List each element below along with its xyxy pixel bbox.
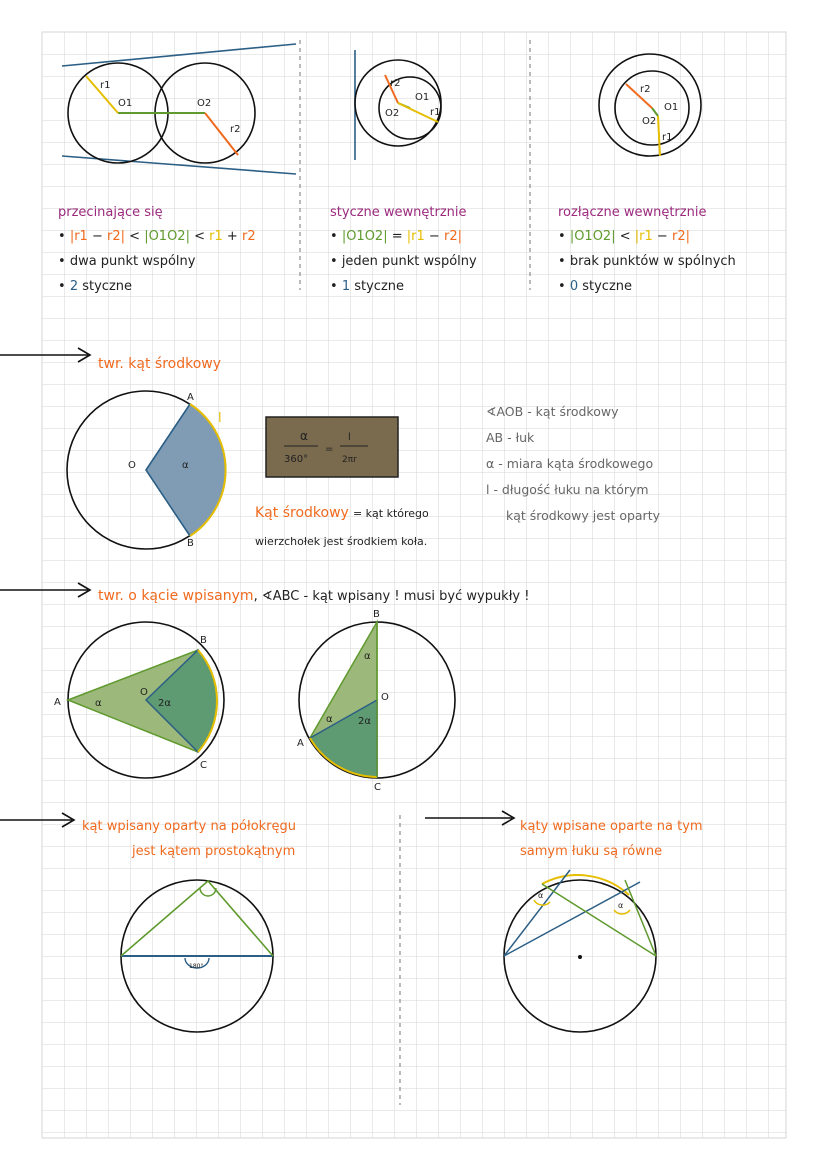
svg-text:r1: r1: [100, 80, 111, 91]
svg-text:α: α: [538, 891, 544, 900]
svg-text:α: α: [182, 460, 189, 471]
svg-text:r1: r1: [430, 107, 441, 118]
same-arc-heading-line2: samym łuku są równe: [520, 844, 663, 859]
svg-text:α: α: [326, 714, 333, 725]
svg-text:α: α: [300, 429, 308, 443]
svg-text:• 2 styczne: • 2 styczne: [58, 279, 133, 294]
svg-text:• |O1O2| < |: • |O1O2| < |r1 − r2|: [558, 229, 690, 244]
svg-text:B: B: [200, 635, 207, 646]
svg-text:α - miara kąta środkowego: α - miara kąta środkowego: [486, 456, 654, 471]
svg-text:l: l: [348, 432, 351, 443]
svg-text:∢AOB - kąt środkowy: ∢AOB - kąt środkowy: [486, 404, 619, 419]
svg-text:C: C: [374, 782, 381, 793]
svg-text:AB - łuk: AB - łuk: [486, 430, 535, 445]
svg-text:r2: r2: [390, 78, 401, 89]
svg-text:O: O: [128, 460, 136, 471]
svg-text:• brak punktów w spólnych: • brak punktów w spólnych: [558, 254, 736, 269]
svg-text:O2: O2: [385, 108, 400, 119]
svg-text:styczne wewnętrznie: styczne wewnętrznie: [330, 205, 467, 220]
svg-text:kąt środkowy jest oparty: kąt środkowy jest oparty: [506, 508, 660, 523]
svg-text:l: l: [218, 411, 222, 426]
svg-text:• jeden punkt wspólny: • jeden punkt wspólny: [330, 254, 477, 269]
svg-text:• |O1O2| = |: • |O1O2| = |r1 − r2|: [330, 229, 462, 244]
svg-text:360°: 360°: [284, 454, 309, 465]
definition-line2: wierzchołek jest środkiem koła.: [255, 535, 428, 548]
semicircle-heading-line2: jest kątem prostokątnym: [132, 844, 296, 859]
svg-text:180°: 180°: [189, 963, 204, 970]
svg-text:O2: O2: [642, 116, 657, 127]
svg-text:• dwa punkt wspólny: • dwa punkt wspólny: [58, 254, 196, 269]
semicircle-heading: kąt wpisany oparty na półokręgu: [82, 819, 297, 834]
svg-text:O1: O1: [118, 98, 133, 109]
svg-text:r2: r2: [640, 84, 651, 95]
central-angle-definition: Kąt środkowy = kąt którego: [255, 505, 429, 521]
svg-text:• 1 styczne: • 1 styczne: [330, 279, 405, 294]
svg-text:A: A: [54, 697, 61, 708]
svg-text:r2: r2: [230, 124, 241, 135]
central-angle-heading: twr. kąt środkowy: [98, 356, 222, 372]
svg-text:O1: O1: [415, 92, 430, 103]
svg-text:A: A: [187, 392, 194, 403]
svg-text:• 0 styczne: • 0 styczne: [558, 279, 633, 294]
svg-text:2πr: 2πr: [342, 455, 357, 465]
formula-box: [266, 417, 398, 477]
svg-text:O1: O1: [664, 102, 679, 113]
condition-formula: • |r1 − r2| < |O1O2| < r1 + r2: [58, 229, 256, 244]
svg-text:r1: r1: [662, 132, 673, 143]
svg-text:α: α: [618, 901, 624, 910]
svg-text:α: α: [364, 651, 371, 662]
grid-paper: [42, 32, 786, 1138]
svg-text:B: B: [373, 609, 380, 620]
svg-text:O: O: [381, 692, 389, 703]
svg-text:C: C: [200, 760, 207, 771]
svg-text:O: O: [140, 687, 148, 698]
svg-text:=: =: [325, 444, 334, 455]
svg-text:przecinające się: przecinające się: [58, 205, 163, 220]
svg-text:2α: 2α: [358, 716, 371, 727]
svg-text:rozłączne wewnętrznie: rozłączne wewnętrznie: [558, 205, 707, 220]
same-arc-heading: kąty wpisane oparte na tym: [520, 819, 703, 834]
svg-text:l - długość łuku na którym: l - długość łuku na którym: [486, 482, 649, 497]
svg-text:B: B: [187, 538, 194, 549]
svg-text:2α: 2α: [158, 698, 171, 709]
inscribed-angle-heading: twr. o kącie wpisanym, ∢ABC - kąt wpisany ! musi być wypukły !: [98, 588, 530, 604]
svg-text:A: A: [297, 738, 304, 749]
svg-text:O2: O2: [197, 98, 212, 109]
svg-text:α: α: [95, 698, 102, 709]
